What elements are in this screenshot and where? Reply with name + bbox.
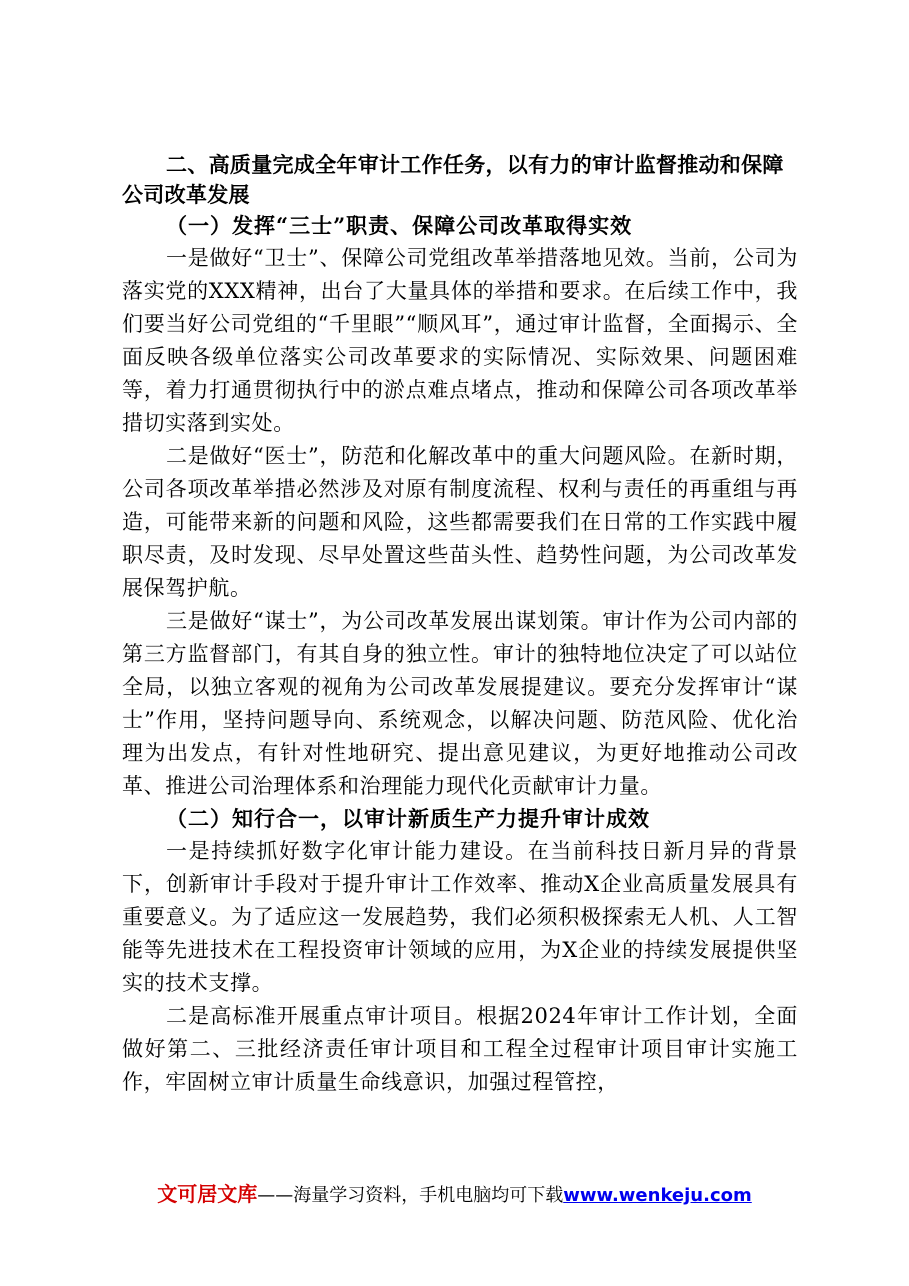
paragraph: 一是持续抓好数字化审计能力建设。在当前科技日新月异的背景下，创新审计手段对于提升审计工作效率、推动X企业高质量发展具有重要意义。为了适应这一发展趋势，我们必须积极探索无人机、人工智能等先进技术在工程投资审计领域的应用，为X企业的持续发展提供坚实的技术支撑。	[122, 839, 798, 995]
subsection-heading-1: （一）发挥“三士”职责、保障公司改革取得实效	[166, 213, 633, 238]
footer-banner	[0, 1180, 909, 1210]
section-heading-level1: 二、高质量完成全年审计工作任务，以有力的审计监督推动和保障公司改革发展	[122, 153, 784, 207]
footer-url-link[interactable]: www.wenkeju.com	[563, 1185, 752, 1206]
paragraph: 二是做好“医士”，防范和化解改革中的重大问题风险。在新时期，公司各项改革举措必然涉及对原有制度流程、权利与责任的再重组与再造，可能带来新的问题和风险，这些都需要我们在日常的工作实践中履职尽责，及时发现、尽早处置这些苗头性、趋势性问题，为公司改革发展保驾护航。	[122, 444, 798, 600]
footer-brand: 文可居文库	[157, 1182, 258, 1206]
paragraph: 二是高标准开展重点审计项目。根据2024年审计工作计划，全面做好第二、三批经济责任审计项目和工程全过程审计项目审计实施工作，牢固树立审计质量生命线意识，加强过程管控，	[122, 1004, 798, 1094]
subsection-heading-2: （二）知行合一，以审计新质生产力提升审计成效	[166, 806, 650, 831]
paragraph: 三是做好“谋士”，为公司改革发展出谋划策。审计作为公司内部的第三方监督部门，有其自身的独立性。审计的独特地位决定了可以站位全局，以独立客观的视角为公司改革发展提建议。要充分发挥审计“谋士”作用，坚持问题导向、系统观念，以解决问题、防范风险、优化治理为出发点，有针对性地研究、提出意见建议，为更好地推动公司改革、推进公司治理体系和治理能力现代化贡献审计力量。	[122, 609, 798, 798]
footer-tagline: ——海量学习资料，手机电脑均可下载	[257, 1185, 564, 1206]
document-body	[122, 150, 798, 1099]
paragraph: 一是做好“卫士”、保障公司党组改革举措落地见效。当前，公司为落实党的XXX精神，出台了大量具体的举措和要求。在后续工作中，我们要当好公司党组的“千里眼”“顺风耳”，通过审计监督，全面揭示、全面反映各级单位落实公司改革要求的实际情况、实际效果、问题困难等，着力打通贯彻执行中的淤点难点堵点，推动和保障公司各项改革举措切实落到实处。	[122, 246, 798, 435]
